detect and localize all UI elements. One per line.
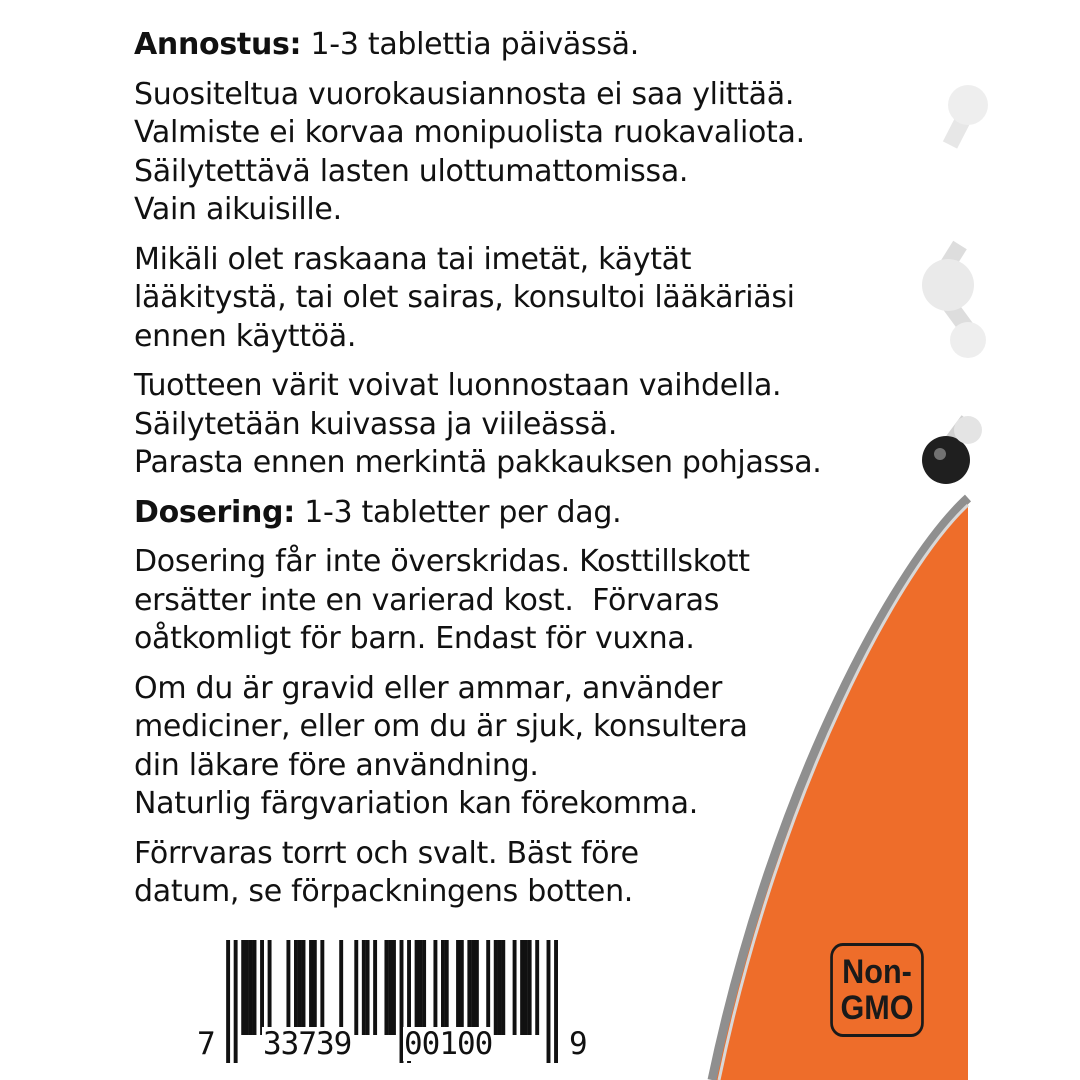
swedish-paragraph-2 — [134, 670, 924, 824]
text-line: Naturlig färgvariation kan förekomma. — [134, 786, 698, 821]
finnish-paragraph-1 — [134, 76, 924, 230]
barcode-left-group: 33739 — [263, 1026, 352, 1062]
barcode-bar — [554, 940, 558, 1063]
finnish-paragraph-2 — [134, 241, 924, 357]
barcode-bar — [298, 940, 302, 1035]
barcode-bar — [392, 940, 396, 1035]
barcode-bar — [547, 940, 551, 1063]
barcode-bar — [384, 940, 388, 1035]
barcode-bar — [320, 940, 324, 1035]
barcode-bar — [302, 940, 306, 1035]
barcode-bar — [313, 940, 317, 1035]
barcode — [196, 940, 588, 1065]
barcode-bar — [524, 940, 528, 1035]
barcode-bar — [245, 940, 249, 1035]
barcode-bar — [535, 940, 539, 1035]
text-line: Suositeltua vuorokausiannosta ei saa ylittää. — [134, 76, 795, 112]
barcode-right-group: 00100 — [404, 1026, 493, 1062]
label-text — [134, 26, 924, 923]
barcode-bar — [241, 940, 245, 1035]
barcode-bar — [471, 940, 475, 1035]
barcode-first-digit: 7 — [197, 1026, 216, 1062]
barcode-bar — [226, 940, 230, 1063]
text-line: Förrvaras torrt och svalt. Bäst före — [134, 835, 639, 871]
barcode-bar — [418, 940, 422, 1035]
text-line: Säilytetään kuivassa ja viileässä. — [134, 406, 618, 442]
barcode-bar — [422, 940, 426, 1035]
text-line: Mikäli olet raskaana tai imetät, käytät — [134, 241, 692, 277]
finnish-dosage-text: 1-3 tablettia päivässä. — [310, 27, 639, 62]
text-line: din läkare före användning. — [134, 747, 539, 783]
barcode-bar — [445, 940, 449, 1035]
barcode-bar — [528, 940, 532, 1035]
barcode-bar — [234, 940, 238, 1063]
barcode-bar — [433, 940, 437, 1035]
barcode-bar — [249, 940, 253, 1035]
text-line: ersätter inte en varierad kost. Förvaras — [134, 582, 720, 618]
barcode-bar — [441, 940, 445, 1035]
barcode-bar — [354, 940, 358, 1035]
barcode-bar — [388, 940, 392, 1035]
text-line: Valmiste ei korvaa monipuolista ruokavaliota. — [134, 115, 805, 150]
barcode-bar — [253, 940, 257, 1035]
swedish-paragraph-3 — [134, 835, 924, 912]
barcode-bar — [467, 940, 471, 1035]
text-line: oåtkomligt för barn. Endast för vuxna. — [134, 621, 695, 656]
barcode-bar — [494, 940, 498, 1035]
non-gmo-badge — [830, 943, 924, 1037]
text-line: Dosering får inte överskridas. Kosttillskott — [134, 544, 750, 579]
barcode-bar — [456, 940, 460, 1035]
finnish-paragraph-3 — [134, 367, 924, 483]
swedish-paragraph-1 — [134, 543, 924, 659]
text-line: mediciner, eller om du är sjuk, konsultera — [134, 709, 748, 744]
text-line: Vain aikuisille. — [134, 192, 342, 227]
text-line: Säilytettävä lasten ulottumattomissa. — [134, 153, 689, 189]
badge-line-1: Non- — [842, 953, 912, 991]
barcode-bar — [260, 940, 264, 1035]
barcode-bar — [309, 940, 313, 1035]
barcode-bar — [286, 940, 290, 1035]
swedish-dosage-text: 1-3 tabletter per dag. — [304, 494, 622, 530]
badge-line-2: GMO — [840, 989, 914, 1027]
barcode-bar — [475, 940, 479, 1035]
barcode-bar — [513, 940, 517, 1035]
barcode-bar — [366, 940, 370, 1035]
text-line: datum, se förpackningens botten. — [134, 874, 634, 909]
barcode-bar — [520, 940, 524, 1035]
barcode-bar — [339, 940, 343, 1035]
barcode-bar — [268, 940, 272, 1035]
finnish-dosage — [134, 26, 924, 65]
barcode-bar — [373, 940, 377, 1035]
finnish-dosage-heading: Annostus: — [134, 27, 302, 62]
barcode-bar — [501, 940, 505, 1035]
text-line: Om du är gravid eller ammar, använder — [134, 670, 723, 706]
text-line: ennen käyttöä. — [134, 318, 357, 354]
text-line: Parasta ennen merkintä pakkauksen pohjassa. — [134, 445, 822, 480]
right-panel — [968, 0, 1080, 1080]
swedish-dosage-heading: Dosering: — [134, 494, 295, 530]
barcode-check-digit: 9 — [569, 1026, 588, 1062]
text-line: lääkitystä, tai olet sairas, konsultoi lääkäriäsi — [134, 280, 795, 315]
barcode-bar — [498, 940, 502, 1035]
text-line: Tuotteen värit voivat luonnostaan vaihdella. — [134, 368, 782, 403]
barcode-bar — [362, 940, 366, 1035]
swedish-dosage — [134, 494, 924, 533]
barcode-bar — [415, 940, 419, 1035]
barcode-bar — [460, 940, 464, 1035]
barcode-bar — [294, 940, 298, 1035]
barcode-bar — [486, 940, 490, 1035]
